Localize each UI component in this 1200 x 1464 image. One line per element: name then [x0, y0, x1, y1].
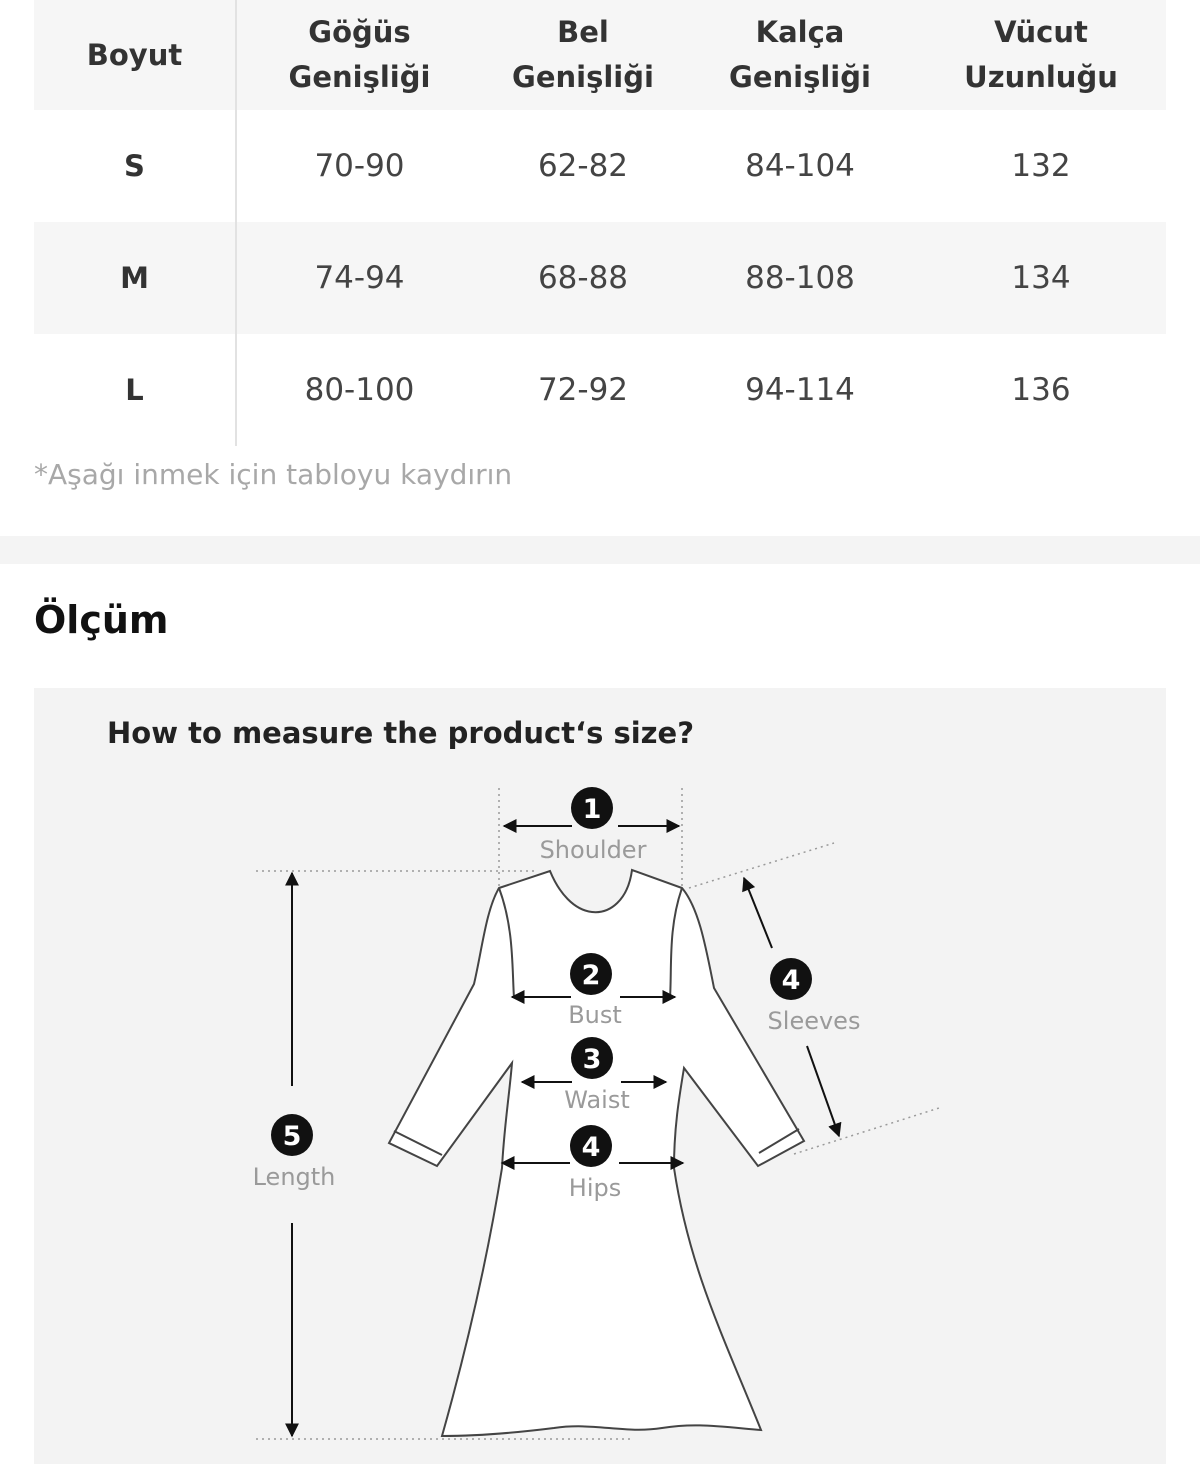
- cell-size: M: [34, 222, 236, 334]
- badge-bust: [570, 953, 612, 995]
- cell-chest: 74-94: [314, 260, 405, 296]
- cell-chest: 70-90: [314, 148, 405, 184]
- badge-waist: [571, 1037, 613, 1079]
- svg-text:5: 5: [282, 1121, 302, 1152]
- badge-sleeves: [770, 958, 812, 1000]
- label-sleeves: Sleeves: [767, 1007, 861, 1035]
- badge-hips: [570, 1125, 612, 1167]
- cell-waist: 68-88: [537, 260, 629, 296]
- cell-size: L: [34, 334, 236, 446]
- section-divider: [0, 536, 1200, 564]
- header-waist: Bel Genişliği: [512, 15, 654, 94]
- svg-text:4: 4: [581, 1132, 601, 1163]
- header-size: Boyut: [34, 0, 236, 110]
- size-table: [34, 0, 1167, 446]
- table-row: [34, 334, 1166, 446]
- badge-shoulder: [571, 787, 613, 829]
- label-shoulder: Shoulder: [539, 836, 647, 864]
- svg-text:2: 2: [581, 960, 601, 991]
- svg-text:3: 3: [582, 1044, 602, 1075]
- header-chest: Göğüs Genişliği: [288, 15, 431, 94]
- dress-diagram: [34, 688, 1166, 1464]
- cell-waist: 62-82: [537, 148, 629, 184]
- cell-size: S: [34, 110, 236, 222]
- section-title-measurement: Ölçüm: [34, 598, 169, 642]
- svg-text:4: 4: [781, 965, 801, 996]
- figure-title: How to measure the product‘s size?: [107, 716, 695, 750]
- cell-hip: 94-114: [745, 372, 855, 408]
- table-row: [34, 110, 1166, 222]
- cell-length: 134: [1011, 260, 1071, 296]
- label-waist: Waist: [564, 1086, 630, 1114]
- table-row: [34, 222, 1166, 334]
- cell-length: 136: [1011, 372, 1071, 408]
- measurement-figure: [34, 688, 1166, 1464]
- header-length: Vücut Uzunluğu: [964, 15, 1118, 94]
- cell-waist: 72-92: [537, 372, 629, 408]
- scroll-hint: *Aşağı inmek için tabloyu kaydırın: [34, 458, 513, 491]
- label-bust: Bust: [568, 1001, 622, 1029]
- label-hips: Hips: [568, 1174, 622, 1202]
- badge-length: [271, 1114, 313, 1156]
- table-header-row: [34, 0, 1166, 110]
- header-hip: Kalça Genişliği: [729, 15, 871, 94]
- size-table-container[interactable]: [34, 0, 1166, 446]
- label-length: Length: [252, 1163, 336, 1191]
- cell-hip: 88-108: [745, 260, 855, 296]
- cell-length: 132: [1011, 148, 1071, 184]
- cell-hip: 84-104: [745, 148, 855, 184]
- cell-chest: 80-100: [304, 372, 415, 408]
- svg-text:1: 1: [582, 794, 602, 825]
